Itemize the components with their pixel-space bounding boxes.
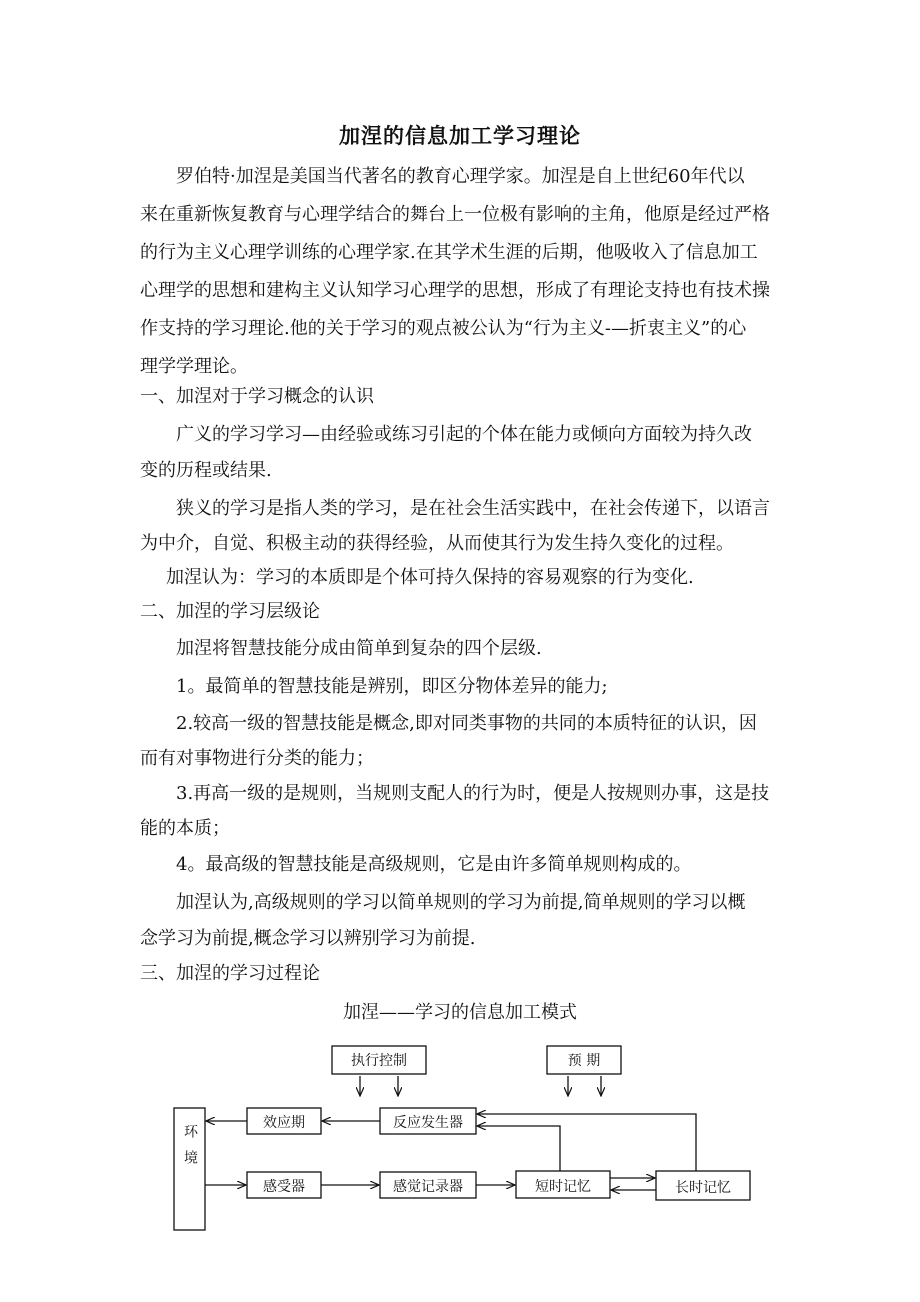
hierarchy-conclusion-cont: 念学习为前提,概念学习以辨别学习为前提. xyxy=(140,928,476,949)
hierarchy-item-4: 4。最高级的智慧技能是高级规则，它是由许多简单规则构成的。 xyxy=(176,854,692,875)
information-processing-diagram xyxy=(0,1030,920,1302)
gagne-view: 加涅认为：学习的本质即是个体可持久保持的容易观察的行为变化. xyxy=(166,567,694,588)
intro-line: 作支持的学习理论.他的关于学习的观点被公认为“行为主义-—折衷主义”的心 xyxy=(140,318,747,339)
hierarchy-item-3: 3.再高一级的是规则，当规则支配人的行为时，便是人按规则办事，这是技 xyxy=(176,783,770,804)
intro-line: 理学学理论。 xyxy=(140,356,248,377)
page-title: 加涅的信息加工学习理论 xyxy=(339,123,581,148)
receptor-label: 感受器 xyxy=(263,1179,305,1195)
intro-line: 的行为主义心理学训练的心理学家.在其学术生涯的后期，他吸收入了信息加工 xyxy=(140,242,758,263)
short-term-memory-label: 短时记忆 xyxy=(535,1179,591,1195)
hierarchy-conclusion: 加涅认为,高级规则的学习以简单规则的学习为前提,简单规则的学习以概 xyxy=(176,892,746,913)
section3-heading: 三、加涅的学习过程论 xyxy=(140,963,320,984)
environment-label: 环境 xyxy=(182,1124,198,1176)
response-generator-label: 反应发生器 xyxy=(393,1115,463,1131)
intro-line: 罗伯特·加涅是美国当代著名的教育心理学家。加涅是自上世纪60年代以 xyxy=(176,166,745,187)
section1-heading: 一、加涅对于学习概念的认识 xyxy=(140,386,374,407)
ltm-to-response-arrow xyxy=(477,1114,696,1171)
hierarchy-item-2-cont: 而有对事物进行分类的能力； xyxy=(140,748,374,769)
section2-heading: 二、加涅的学习层级论 xyxy=(140,601,320,622)
broad-definition-line: 广义的学习学习—由经验或练习引起的个体在能力或倾向方面较为持久改 xyxy=(176,424,752,445)
expectancy-label: 预 期 xyxy=(567,1053,601,1069)
hierarchy-intro: 加涅将智慧技能分成由简单到复杂的四个层级. xyxy=(176,638,542,659)
stm-to-response-arrow xyxy=(477,1126,560,1171)
diagram-caption: 加涅——学习的信息加工模式 xyxy=(343,1002,577,1023)
executive-control-label: 执行控制 xyxy=(351,1053,407,1069)
sensory-register-label: 感觉记录器 xyxy=(393,1179,463,1195)
effector-label: 效应期 xyxy=(263,1115,305,1131)
intro-line: 心理学的思想和建构主义认知学习心理学的思想，形成了有理论支持也有技术操 xyxy=(140,280,770,301)
hierarchy-item-3-cont: 能的本质； xyxy=(140,818,230,839)
narrow-definition-line: 狭义的学习是指人类的学习，是在社会生活实践中，在社会传递下，以语言 xyxy=(176,498,770,519)
hierarchy-item-2: 2.较高一级的智慧技能是概念,即对同类事物的共同的本质特征的认识，因 xyxy=(176,713,757,734)
long-term-memory-label: 长时记忆 xyxy=(675,1180,731,1196)
hierarchy-item-1: 1。最简单的智慧技能是辨别，即区分物体差异的能力; xyxy=(176,676,608,697)
intro-line: 来在重新恢复教育与心理学结合的舞台上一位极有影响的主角，他原是经过严格 xyxy=(140,204,770,225)
broad-definition-line: 变的历程或结果. xyxy=(140,460,272,481)
narrow-definition-line: 为中介，自觉、积极主动的获得经验，从而使其行为发生持久变化的过程。 xyxy=(140,533,734,554)
